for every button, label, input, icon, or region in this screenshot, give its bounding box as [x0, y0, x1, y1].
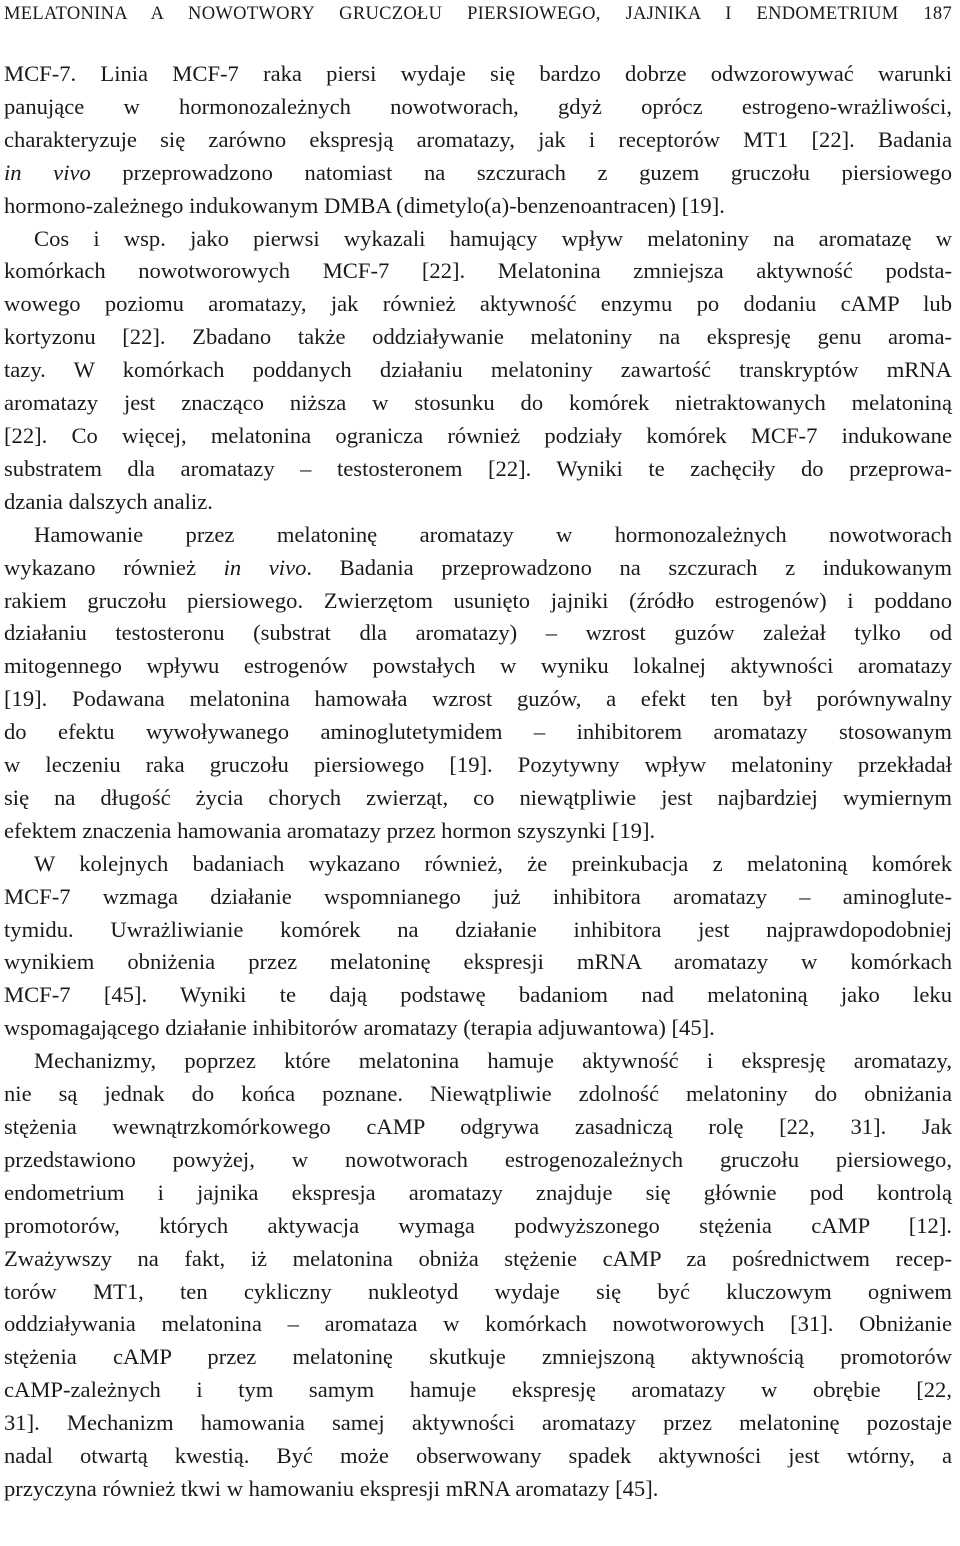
- text-line: stężenia cAMP przez melatoninę skutkuje zmniejszoną aktywnością promotorów: [4, 1344, 952, 1370]
- text-line: wykazano również in vivo. Badania przeprowadzono na szczurach z indukowanym: [4, 554, 953, 580]
- text-line: przedstawiono powyżej, w nowotworach estrogenozależnych gruczołu piersiowego,: [4, 1146, 952, 1172]
- text-line: wynikiem obniżenia przez melatoninę ekspresji mRNA aromatazy w komórkach: [4, 949, 952, 975]
- text-line: torów MT1, ten cykliczny nukleotyd wydaje się być kluczowym ogniwem: [4, 1278, 952, 1304]
- text-line: panujące w hormonozależnych nowotworach, gdyż oprócz estrogeno-wrażliwości,: [4, 93, 952, 119]
- text-line: komórkach nowotworowych MCF-7 [22]. Melatonina zmniejsza aktywność podsta-: [4, 258, 952, 284]
- text-line: kortyzonu [22]. Zbadano także oddziaływanie melatoniny na ekspresję genu aroma-: [4, 324, 952, 350]
- text-line: mitogennego wpływu estrogenów powstałych w wyniku lokalnej aktywności aromatazy: [4, 653, 952, 679]
- text-line: tymidu. Uwrażliwianie komórek na działanie inhibitora jest najprawdopodobniej: [4, 916, 952, 942]
- text-line: oddziaływania melatonina – aromataza w komórkach nowotworowych [31]. Obniżanie: [4, 1311, 952, 1337]
- text-line: wowego poziomu aromatazy, jak również aktywność enzymu po dodaniu cAMP lub: [4, 291, 952, 317]
- text-line: W kolejnych badaniach wykazano również, że preinkubacja z melatoniną komórek: [34, 850, 952, 876]
- text-line: cAMP-zależnych i tym samym hamuje ekspresję aromatazy w obrębie [22,: [4, 1377, 952, 1403]
- text-line: nie są jednak do końca poznane. Niewątpliwie zdolność melatoniny do obniżania: [4, 1081, 952, 1107]
- paragraph: [4, 519, 952, 848]
- text-line: efektem znaczenia hamowania aromatazy przez hormon szyszynki [19].: [4, 817, 656, 843]
- text-line: działaniu testosteronu (substrat dla aromatazy) – wzrost guzów zależał tylko od: [4, 620, 952, 646]
- paragraph: [4, 58, 952, 223]
- text-line: charakteryzuje się zarówno ekspresją aromatazy, jak i receptorów MT1 [22]. Badania: [4, 126, 952, 152]
- paragraph: [4, 1045, 952, 1506]
- text-line: dzania dalszych analiz.: [4, 488, 213, 514]
- text-line: tazy. W komórkach poddanych działaniu melatoniny zawartość transkryptów mRNA: [4, 357, 952, 383]
- text-line: aromatazy jest znacząco niższa w stosunku do komórek nietraktowanych melatoniną: [4, 390, 952, 416]
- text-line: [22]. Co więcej, melatonina ogranicza również podziały komórek MCF-7 indukowane: [4, 422, 952, 448]
- text-line: stężenia wewnątrzkomórkowego cAMP odgrywa zasadniczą rolę [22, 31]. Jak: [4, 1114, 952, 1139]
- text-line: [19]. Podawana melatonina hamowała wzrost guzów, a efekt ten był porównywalny: [4, 686, 952, 712]
- text-line: rakiem gruczołu piersiowego. Zwierzętom usunięto jajniki (źródło estrogenów) i poddano: [4, 587, 952, 613]
- text-line: in vivo przeprowadzono natomiast na szczurach z guzem gruczołu piersiowego: [4, 159, 952, 185]
- paragraph: [4, 848, 952, 1045]
- text-line: Cos i wsp. jako pierwsi wykazali hamujący wpływ melatoniny na aromatazę w: [34, 225, 952, 251]
- text-line: hormono-zależnego indukowanym DMBA (dimetylo(a)-benzenoantracen) [19].: [4, 192, 725, 218]
- text-line: Hamowanie przez melatoninę aromatazy w hormonozależnych nowotworach: [34, 521, 952, 547]
- page: [4, 0, 952, 1506]
- text-line: MCF-7. Linia MCF-7 raka piersi wydaje się bardzo dobrze odwzorowywać warunki: [4, 61, 952, 86]
- running-title: MELATONINA A NOWOTWORY GRUCZOŁU PIERSIOWEGO, JAJNIKA I ENDOMETRIUM: [4, 4, 899, 24]
- text-line: przyczyna również tkwi w hamowaniu ekspresji mRNA aromatazy [45].: [4, 1475, 659, 1501]
- text-line: się na długość życia chorych zwierząt, co niewątpliwie jest najbardziej wymiernym: [4, 784, 952, 810]
- text-line: Zważywszy na fakt, iż melatonina obniża stężenie cAMP za pośrednictwem recep-: [4, 1245, 952, 1271]
- text-line: 31]. Mechanizm hamowania samej aktywności aromatazy przez melatoninę pozostaje: [4, 1410, 952, 1436]
- text-line: nadal otwartą kwestią. Być może obserwowany spadek aktywności jest wtórny, a: [4, 1443, 952, 1469]
- article-body: [4, 58, 952, 1506]
- text-line: MCF-7 wzmaga działanie wspomnianego już inhibitora aromatazy – aminoglute-: [4, 883, 952, 909]
- text-line: w leczeniu raka gruczołu piersiowego [19]. Pozytywny wpływ melatoniny przekładał: [4, 752, 952, 778]
- text-line: endometrium i jajnika ekspresja aromatazy znajduje się głównie pod kontrolą: [4, 1179, 952, 1205]
- text-line: Mechanizmy, poprzez które melatonina hamuje aktywność i ekspresję aromatazy,: [34, 1048, 952, 1074]
- text-line: promotorów, których aktywacja wymaga podwyższonego stężenia cAMP [12].: [4, 1212, 952, 1238]
- text-line: wspomagającego działanie inhibitorów aromatazy (terapia adjuwantowa) [45].: [4, 1015, 715, 1041]
- text-line: MCF-7 [45]. Wyniki te dają podstawę badaniom nad melatoniną jako leku: [4, 982, 952, 1008]
- text-line: substratem dla aromatazy – testosteronem [22]. Wyniki te zachęciły do przeprowa-: [4, 455, 952, 481]
- text-line: do efektu wywoływanego aminoglutetymidem – inhibitorem aromatazy stosowanym: [4, 719, 952, 745]
- paragraph: [4, 223, 952, 519]
- page-number: 187: [923, 4, 952, 24]
- running-header: [4, 0, 952, 28]
